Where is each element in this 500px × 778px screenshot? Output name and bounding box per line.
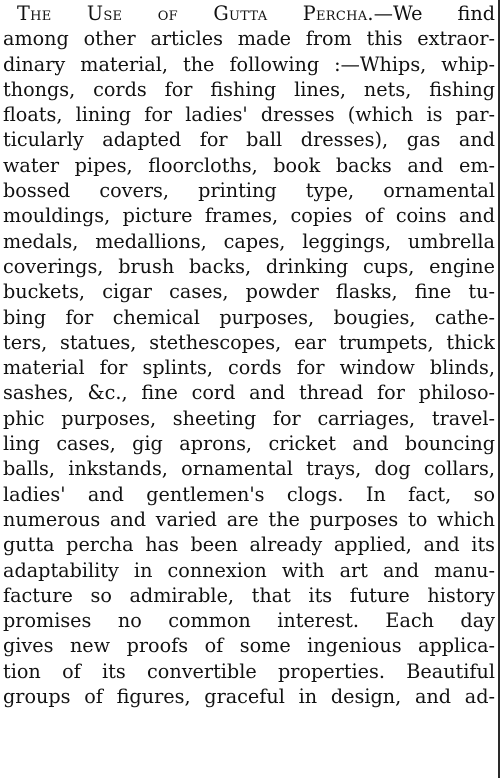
article-line-11: coverings, brush backs, drinking cups, engine (3, 254, 495, 278)
article-line-10: medals, medallions, capes, leggings, umbrella (3, 229, 495, 253)
article-line-5: floats, lining for ladies' dresses (which is par- (3, 103, 495, 127)
article-line-1-text: —We find (373, 2, 495, 25)
article-heading: The Use of Gutta Percha. (17, 2, 374, 25)
article-line-12: buckets, cigar cases, powder flasks, fine tu- (3, 280, 495, 304)
article-line-17: phic purposes, sheeting for carriages, travel- (3, 406, 495, 430)
article-line-28: groups of figures, graceful in design, and ad- (3, 685, 495, 709)
article-line-13: bing for chemical purposes, bougies, cathe- (3, 305, 495, 329)
article-line-7: water pipes, floorcloths, book backs and em- (3, 153, 495, 177)
article-line-8: bossed covers, printing type, ornamental (3, 179, 495, 203)
article-line-3: dinary material, the following :—Whips, whip- (3, 52, 495, 76)
article-line-22: gutta percha has been already applied, and its (3, 533, 495, 557)
article-line-23: adaptability in connexion with art and manu- (3, 558, 495, 582)
article-line-21: numerous and varied are the purposes to which (3, 507, 495, 531)
article-line-9: mouldings, picture frames, copies of coins and (3, 204, 495, 228)
article-line-20: ladies' and gentlemen's clogs. In fact, so (3, 482, 495, 506)
article-line-24: facture so admirable, that its future history (3, 583, 495, 607)
article-line-26: gives new proofs of some ingenious applica- (3, 634, 495, 658)
article-line-15: material for splints, cords for window blinds, (3, 356, 495, 380)
article-line-6: ticularly adapted for ball dresses), gas and (3, 128, 495, 152)
article-line-25: promises no common interest. Each day (3, 609, 495, 633)
article-line-16: sashes, &c., fine cord and thread for philoso- (3, 381, 495, 405)
article-line-4: thongs, cords for fishing lines, nets, fishing (3, 77, 495, 101)
article-line-27: tion of its convertible properties. Beautiful (3, 659, 495, 683)
article-line-14: ters, statues, stethescopes, ear trumpets, thick (3, 330, 495, 354)
article-line-18: ling cases, gig aprons, cricket and bouncing (3, 432, 495, 456)
article-line-2: among other articles made from this extraor- (3, 27, 495, 51)
article-line-19: balls, inkstands, ornamental trays, dog collars, (3, 457, 495, 481)
article-line-1 (3, 1, 495, 26)
article-column (3, 1, 495, 709)
